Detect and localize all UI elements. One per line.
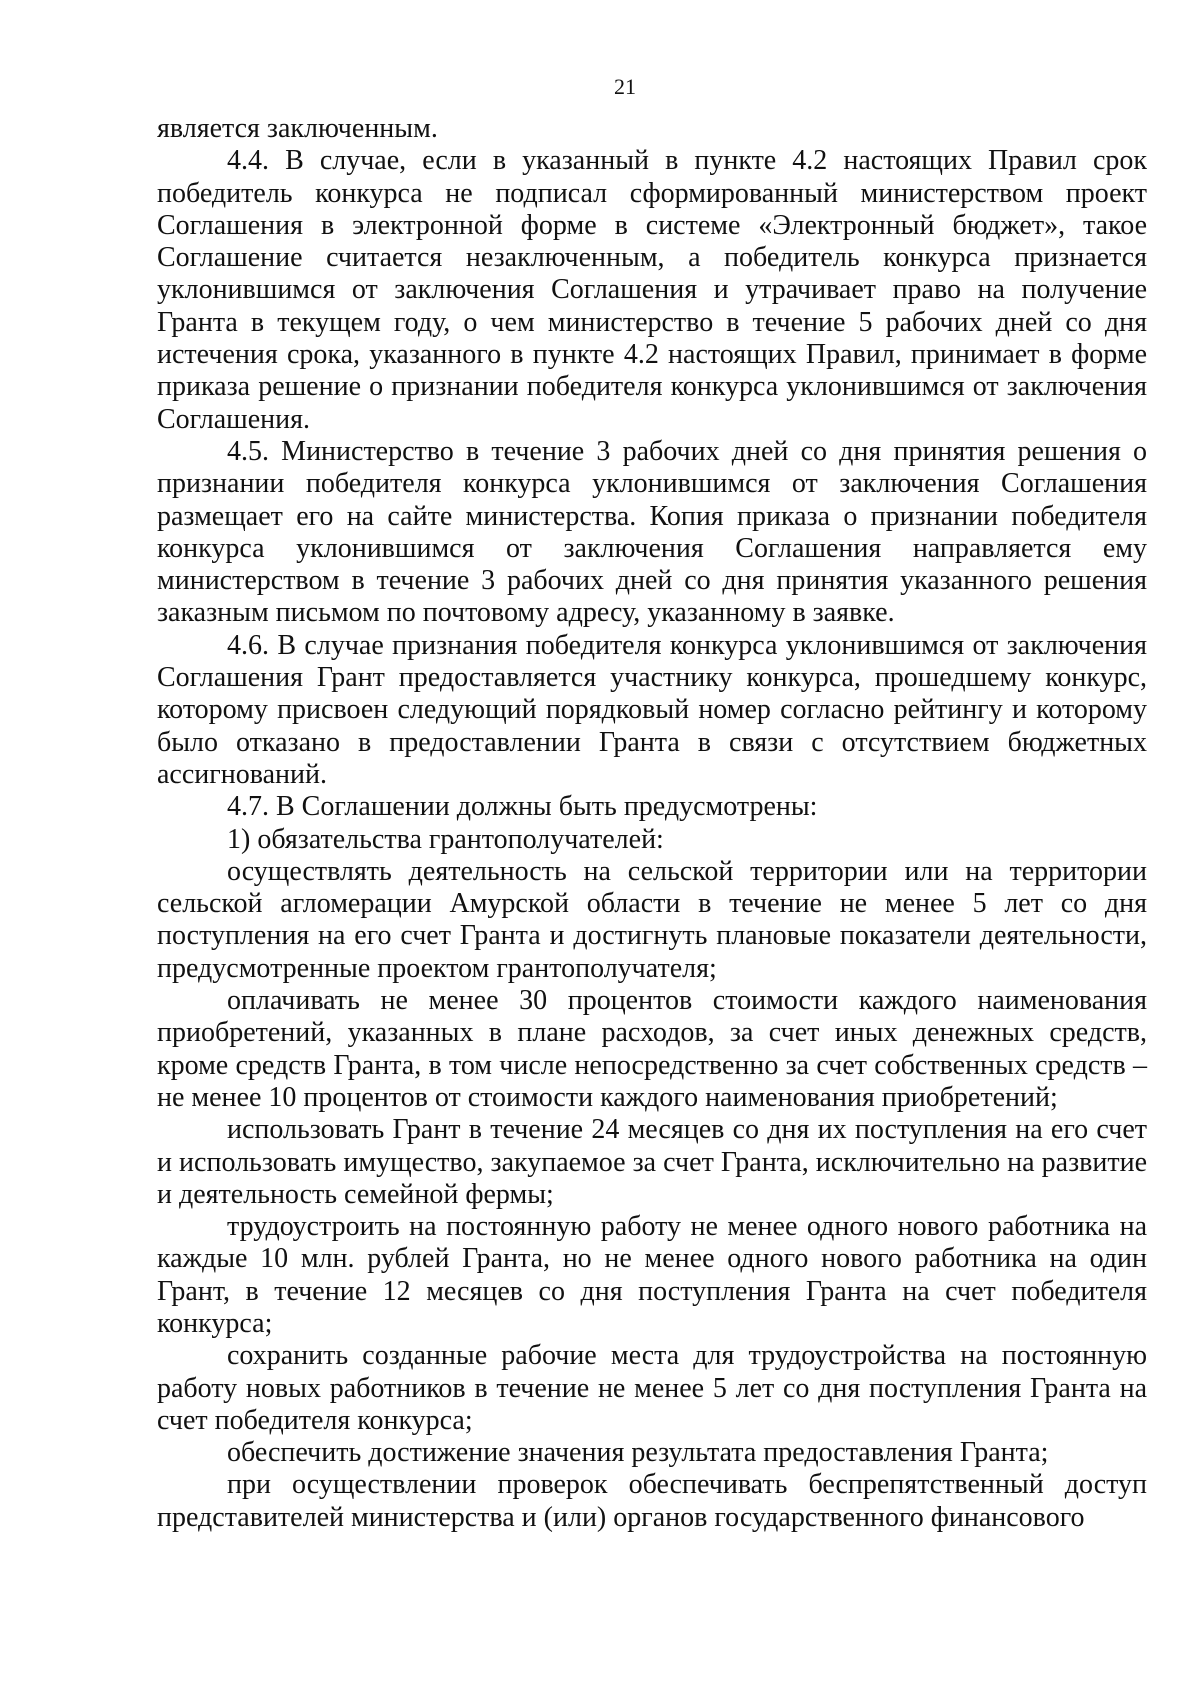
paragraph-continuation: является заключенным. [157,113,438,144]
page-number: 21 [614,74,636,99]
paragraph-4-4: 4.4. В случае, если в указанный в пункте 4.2 настоящих Правил срок победитель конкурса не подписал сформированный министерством проект Соглашения в электронной форме в системе «Электронный бюджет», такое Соглашение считается незаключенным, а победитель конкурса признается уклонившимся от заключения Соглашения и утрачивает право на получение Гранта в текущем году, о чем министерство в течение 5 рабочих дней со дня истечения срока, указанного в пункте 4.2 настоящих Правил, принимает в форме приказа решение о признании победителя конкурса уклонившимся от заключения Соглашения. [157,145,1147,435]
obligation-item: использовать Грант в течение 24 месяцев со дня их поступления на его счет и использовать имущество, закупаемое за счет Гранта, исключительно на развитие и деятельность семейной фермы; [157,1114,1147,1210]
obligation-item: осуществлять деятельность на сельской территории или на территории сельской агломерации Амурской области в течение не менее 5 лет со дня поступления на его счет Гранта и достигнуть плановые показатели деятельности, предусмотренные проектом грантополучателя; [157,855,1147,984]
obligation-item: обеспечить достижение значения результата предоставления Гранта; [227,1437,1049,1469]
obligation-item: трудоустроить на постоянную работу не менее одного нового работника на каждые 10 млн. рублей Гранта, но не менее одного нового работника на один Грант, в течение 12 месяцев со дня поступления Гранта на счет победителя конкурса; [157,1211,1147,1339]
obligation-item: сохранить созданные рабочие места для трудоустройства на постоянную работу новых работников в течение не менее 5 лет со дня поступления Гранта на счет победителя конкурса; [157,1340,1147,1436]
paragraph-4-7: 4.7. В Соглашении должны быть предусмотрены: [227,791,818,823]
obligation-item: оплачивать не менее 30 процентов стоимости каждого наименования приобретений, указанных в плане расходов, за счет иных денежных средств, кроме средств Гранта, в том числе непосредственно за счет собственных средств – не менее 10 процентов от стоимости каждого наименования приобретений; [157,985,1147,1113]
document-body [157,113,1147,1534]
obligation-item: при осуществлении проверок обеспечивать беспрепятственный доступ представителей министерства и (или) органов государственного финансового [157,1469,1147,1533]
paragraph-4-6: 4.6. В случае признания победителя конкурса уклонившимся от заключения Соглашения Грант предоставляется участнику конкурса, прошедшему конкурс, которому присвоен следующий порядковый номер согласно рейтингу и которому было отказано в предоставлении Гранта в связи с отсутствием бюджетных ассигнований. [157,629,1147,790]
paragraph-4-5: 4.5. Министерство в течение 3 рабочих дней со дня принятия решения о признании победителя конкурса уклонившимся от заключения Соглашения размещает его на сайте министерства. Копия приказа о признании победителя конкурса уклонившимся от заключения Соглашения направляется ему министерством в течение 3 рабочих дней со дня принятия указанного решения заказным письмом по почтовому адресу, указанному в заявке. [157,435,1147,629]
list-item-obligations-heading: 1) обязательства грантополучателей: [227,823,664,855]
